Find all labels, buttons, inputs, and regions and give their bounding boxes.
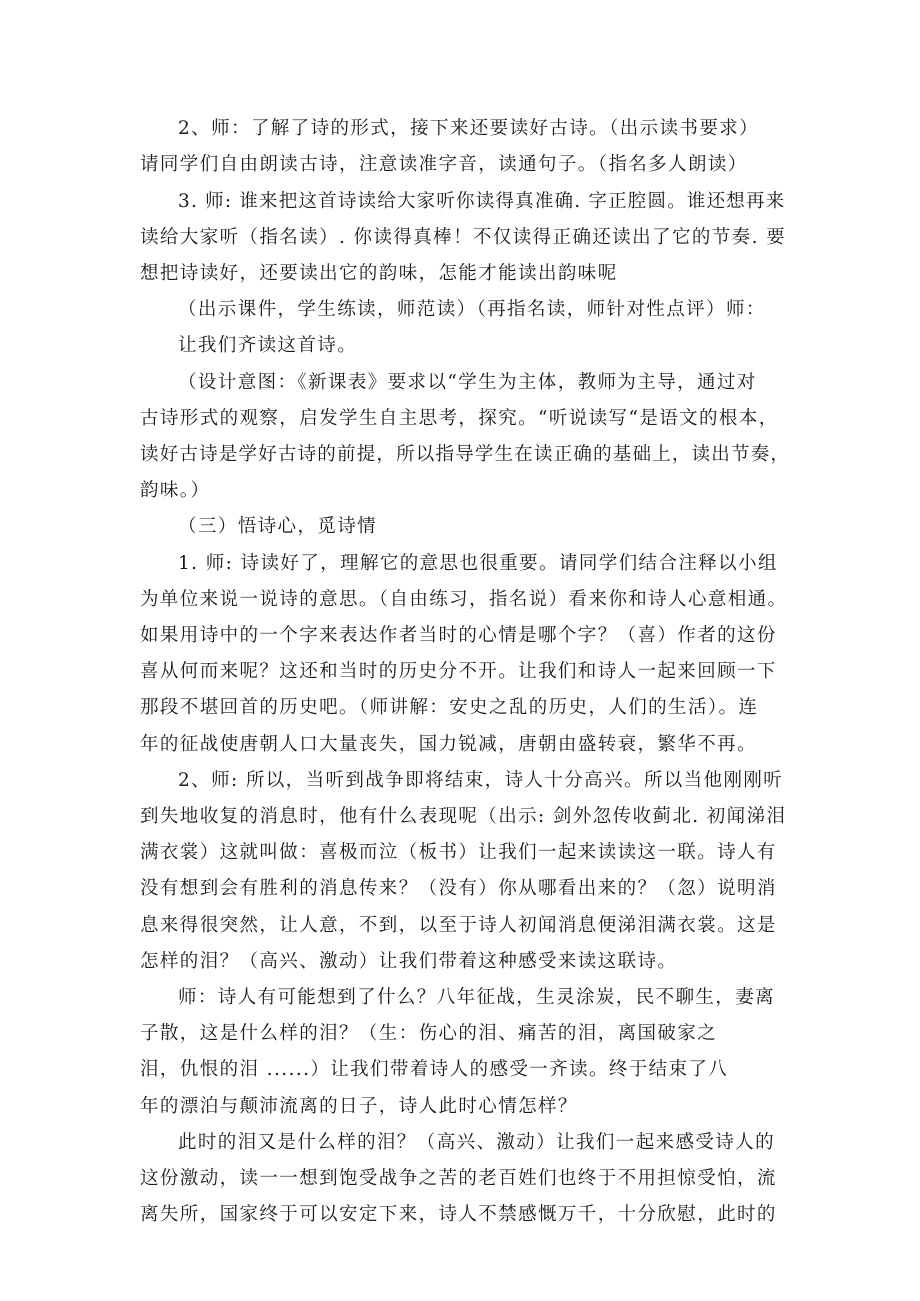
paragraph-line: 读好古诗是学好古诗的前提，所以指导学生在读正确的基础上，读出节奏，	[140, 444, 791, 465]
paragraph-line: 此时的泪又是什么样的泪？（高兴、激动）让我们一起来感受诗人的	[178, 1132, 776, 1153]
paragraph-line: 读给大家听（指名读）. 你读得真棒！不仅读得正确还读出了它的节奏. 要	[140, 227, 787, 248]
paragraph-line: 离失所，国家终于可以安定下来，诗人不禁感慨万千，十分欣慰，此时的	[140, 1204, 777, 1225]
paragraph-line: 1. 师: 诗读好了，理解它的意思也很重要。请同学们结合注释以小组	[178, 553, 778, 574]
paragraph-line: 那段不堪回首的历史吧。（师讲解：安史之乱的历史，人们的生活）。连	[140, 697, 759, 718]
paragraph-line: 年的征战使唐朝人口大量丧失，国力锐减，唐朝由盛转衰，繁华不再。	[140, 734, 757, 755]
paragraph-line: 满衣裳）这就叫做：喜极而泣（板书）让我们一起来读读这一联。诗人有	[140, 842, 777, 863]
paragraph-line: 2、师: 所以，当听到战争即将结束，诗人十分高兴。所以当他刚刚听	[178, 770, 784, 791]
paragraph-line: 古诗形式的观察，启发学生自主思考，探究。“听说读写“是语文的根本，	[140, 408, 779, 429]
paragraph-line: 想把诗读好，还要读出它的韵味，怎能才能读出韵味呢	[140, 263, 618, 284]
paragraph-line: 2、师：了解了诗的形式，接下来还要读好古诗。（出示读书要求）	[178, 118, 760, 139]
paragraph-line: 让我们齐读这首诗。	[178, 335, 358, 356]
paragraph-line: 师：诗人有可能想到了什么？八年征战，生灵涂炭，民不聊生，妻离	[178, 987, 776, 1008]
paragraph-line: 这份激动，读一一想到饱受战争之苦的老百姓们也终于不用担惊受怕，流	[140, 1168, 777, 1189]
paragraph-line: （出示课件，学生练读，师范读）（再指名读，师针对性点评）师：	[178, 299, 766, 320]
paragraph-line: 韵味。）	[140, 480, 211, 501]
paragraph-line: 年的漂泊与颠沛流离的日子，诗人此时心情怎样？	[140, 1096, 578, 1117]
paragraph-line: 到失地收复的消息时，他有什么表现呢（出示: 剑外忽传收蓟北. 初闻涕泪	[140, 806, 787, 827]
paragraph-line: 息来得很突然，让人意，不到，以至于诗人初闻消息便涕泪满衣裳。这是	[140, 915, 777, 936]
paragraph-line: 怎样的泪？（高兴、激动）让我们带着这种感受来读这联诗。	[140, 951, 678, 972]
section-heading: （三）悟诗心，觅诗情	[178, 516, 378, 537]
paragraph-line: 为单位来说一说诗的意思。（自由练习，指名说）看来你和诗人心意相通。	[140, 589, 788, 610]
paragraph-line: 没有想到会有胜利的消息传来？（没有）你从哪看出来的？（忽）说明消	[140, 878, 777, 899]
paragraph-line: 如果用诗中的一个字来表达作者当时的心情是哪个字？（喜）作者的这份	[140, 625, 777, 646]
paragraph-line: 喜从何而来呢？这还和当时的历史分不开。让我们和诗人一起来回顾一下	[140, 661, 777, 682]
paragraph-line: （设计意图：《新课表》要求以“学生为主体，教师为主导，通过对	[178, 372, 757, 393]
paragraph-line: 泪，仇恨的泪 ......）让我们带着诗人的感受一齐读。终于结束了八	[140, 1059, 729, 1080]
paragraph-line: 请同学们自由朗读古诗，注意读准字音，读通句子。（指名多人朗读）	[140, 154, 748, 175]
paragraph-line: 3. 师: 谁来把这首诗读给大家听你读得真准确. 字正腔圆。谁还想再来	[178, 191, 786, 212]
paragraph-line: 子散，这是什么样的泪？（生：伤心的泪、痛苦的泪，离国破家之	[140, 1023, 718, 1044]
